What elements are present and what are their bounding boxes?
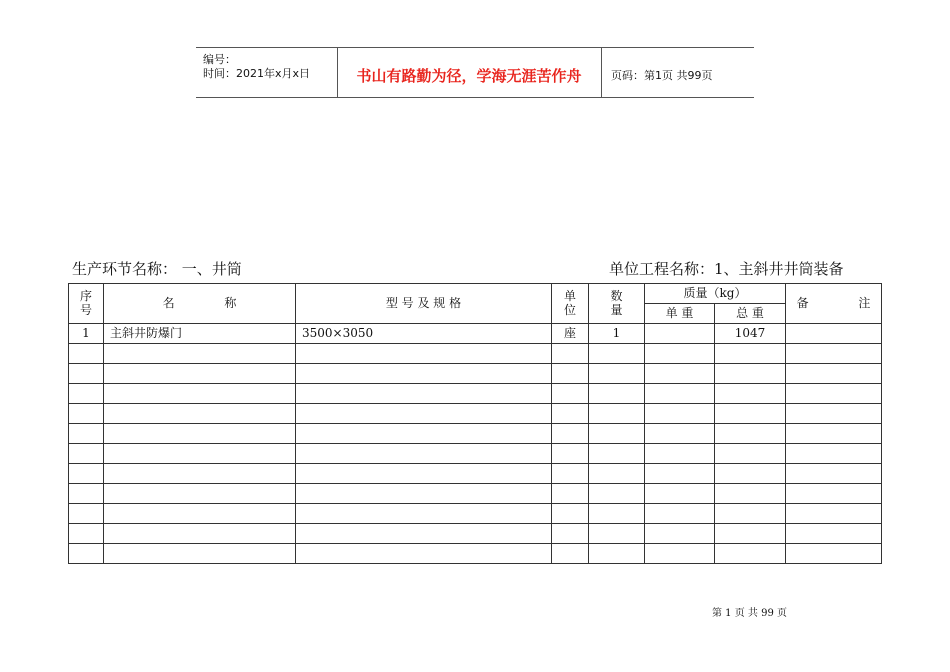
remark-cell: [786, 324, 882, 344]
empty-cell: [645, 504, 715, 524]
empty-cell: [69, 444, 104, 464]
empty-cell: [296, 464, 552, 484]
empty-cell: [715, 484, 786, 504]
empty-cell: [715, 384, 786, 404]
unit-header: 单 位: [552, 284, 589, 324]
empty-cell: [645, 444, 715, 464]
empty-cell: [786, 524, 882, 544]
empty-cell: [589, 344, 645, 364]
motto-text: 书山有路勤为径，学海无涯苦作舟: [356, 67, 582, 85]
empty-cell: [645, 364, 715, 384]
empty-cell: [69, 544, 104, 564]
empty-cell: [296, 424, 552, 444]
empty-cell: [296, 404, 552, 424]
empty-cell: [589, 404, 645, 424]
empty-cell: [104, 384, 296, 404]
empty-cell: [104, 444, 296, 464]
empty-table-row: [69, 424, 882, 444]
empty-table-row: [69, 524, 882, 544]
header-meta-cell: [196, 48, 338, 97]
empty-cell: [715, 404, 786, 424]
empty-cell: [104, 484, 296, 504]
empty-cell: [552, 524, 589, 544]
number-label: 编号：: [203, 53, 236, 66]
empty-cell: [786, 464, 882, 484]
empty-cell: [715, 364, 786, 384]
empty-cell: [786, 424, 882, 444]
mass-header: 质量（kg）: [645, 284, 786, 304]
empty-table-row: [69, 344, 882, 364]
empty-cell: [69, 504, 104, 524]
empty-rows: [69, 344, 882, 564]
empty-cell: [552, 424, 589, 444]
empty-cell: [589, 524, 645, 544]
empty-cell: [589, 364, 645, 384]
empty-cell: [589, 424, 645, 444]
empty-cell: [645, 524, 715, 544]
empty-cell: [645, 424, 715, 444]
empty-cell: [589, 464, 645, 484]
empty-cell: [786, 544, 882, 564]
unit-cell: 座: [552, 324, 589, 344]
empty-cell: [552, 444, 589, 464]
empty-cell: [104, 404, 296, 424]
empty-cell: [104, 424, 296, 444]
empty-cell: [715, 424, 786, 444]
empty-cell: [589, 544, 645, 564]
empty-cell: [715, 464, 786, 484]
empty-cell: [645, 344, 715, 364]
empty-cell: [104, 344, 296, 364]
empty-cell: [296, 484, 552, 504]
empty-cell: [715, 444, 786, 464]
equipment-table: [68, 283, 882, 564]
empty-cell: [786, 344, 882, 364]
empty-cell: [645, 404, 715, 424]
empty-cell: [69, 424, 104, 444]
empty-cell: [552, 484, 589, 504]
qty-header: 数 量: [589, 284, 645, 324]
empty-cell: [552, 544, 589, 564]
empty-table-row: [69, 364, 882, 384]
empty-cell: [589, 384, 645, 404]
empty-cell: [69, 524, 104, 544]
empty-cell: [786, 384, 882, 404]
empty-cell: [786, 444, 882, 464]
empty-cell: [296, 544, 552, 564]
empty-cell: [589, 504, 645, 524]
total-weight-header: 总 重: [715, 304, 786, 324]
empty-cell: [104, 464, 296, 484]
name-header: 名 称: [104, 284, 296, 324]
empty-cell: [69, 384, 104, 404]
spec-cell: 3500×3050: [296, 324, 552, 344]
empty-cell: [296, 444, 552, 464]
empty-table-row: [69, 404, 882, 424]
empty-cell: [69, 344, 104, 364]
empty-cell: [645, 384, 715, 404]
empty-cell: [589, 444, 645, 464]
empty-cell: [104, 364, 296, 384]
unit-weight-cell: [645, 324, 715, 344]
empty-cell: [104, 504, 296, 524]
time-label: 时间：2021年x月x日: [203, 67, 311, 80]
empty-cell: [786, 404, 882, 424]
empty-cell: [69, 364, 104, 384]
empty-cell: [69, 404, 104, 424]
seq-cell: 1: [69, 324, 104, 344]
empty-cell: [786, 364, 882, 384]
empty-cell: [296, 384, 552, 404]
unit-project-name: 单位工程名称：1、主斜井井筒装备: [609, 260, 844, 278]
empty-cell: [715, 544, 786, 564]
unit-weight-header: 单 重: [645, 304, 715, 324]
empty-cell: [552, 384, 589, 404]
empty-cell: [715, 524, 786, 544]
empty-cell: [104, 524, 296, 544]
empty-cell: [296, 504, 552, 524]
empty-cell: [552, 404, 589, 424]
seq-header: 序 号: [69, 284, 104, 324]
empty-cell: [645, 464, 715, 484]
empty-cell: [552, 364, 589, 384]
qty-cell: 1: [589, 324, 645, 344]
empty-cell: [296, 524, 552, 544]
name-cell: 主斜井防爆门: [104, 324, 296, 344]
empty-cell: [69, 464, 104, 484]
empty-table-row: [69, 384, 882, 404]
total-weight-cell: 1047: [715, 324, 786, 344]
remark-header: 备 注: [786, 284, 882, 324]
empty-cell: [552, 504, 589, 524]
empty-cell: [715, 344, 786, 364]
empty-table-row: [69, 444, 882, 464]
document-header: [196, 47, 754, 98]
empty-cell: [69, 484, 104, 504]
empty-table-row: [69, 464, 882, 484]
empty-table-row: [69, 544, 882, 564]
empty-cell: [645, 484, 715, 504]
spec-header: 型 号 及 规 格: [296, 284, 552, 324]
header-page-cell: [601, 48, 755, 97]
empty-cell: [786, 504, 882, 524]
empty-cell: [552, 344, 589, 364]
table-row: [69, 324, 882, 344]
empty-cell: [786, 484, 882, 504]
empty-cell: [296, 364, 552, 384]
page-code: 页码：第1页 共99页: [611, 69, 713, 82]
empty-cell: [715, 504, 786, 524]
empty-cell: [296, 344, 552, 364]
empty-cell: [589, 484, 645, 504]
empty-cell: [645, 544, 715, 564]
empty-table-row: [69, 504, 882, 524]
page-footer: 第 1 页 共 99 页: [712, 608, 787, 619]
production-stage-name: 生产环节名称： 一、井筒: [72, 260, 242, 278]
table-header-row: [69, 284, 882, 304]
empty-table-row: [69, 484, 882, 504]
empty-cell: [104, 544, 296, 564]
empty-cell: [552, 464, 589, 484]
